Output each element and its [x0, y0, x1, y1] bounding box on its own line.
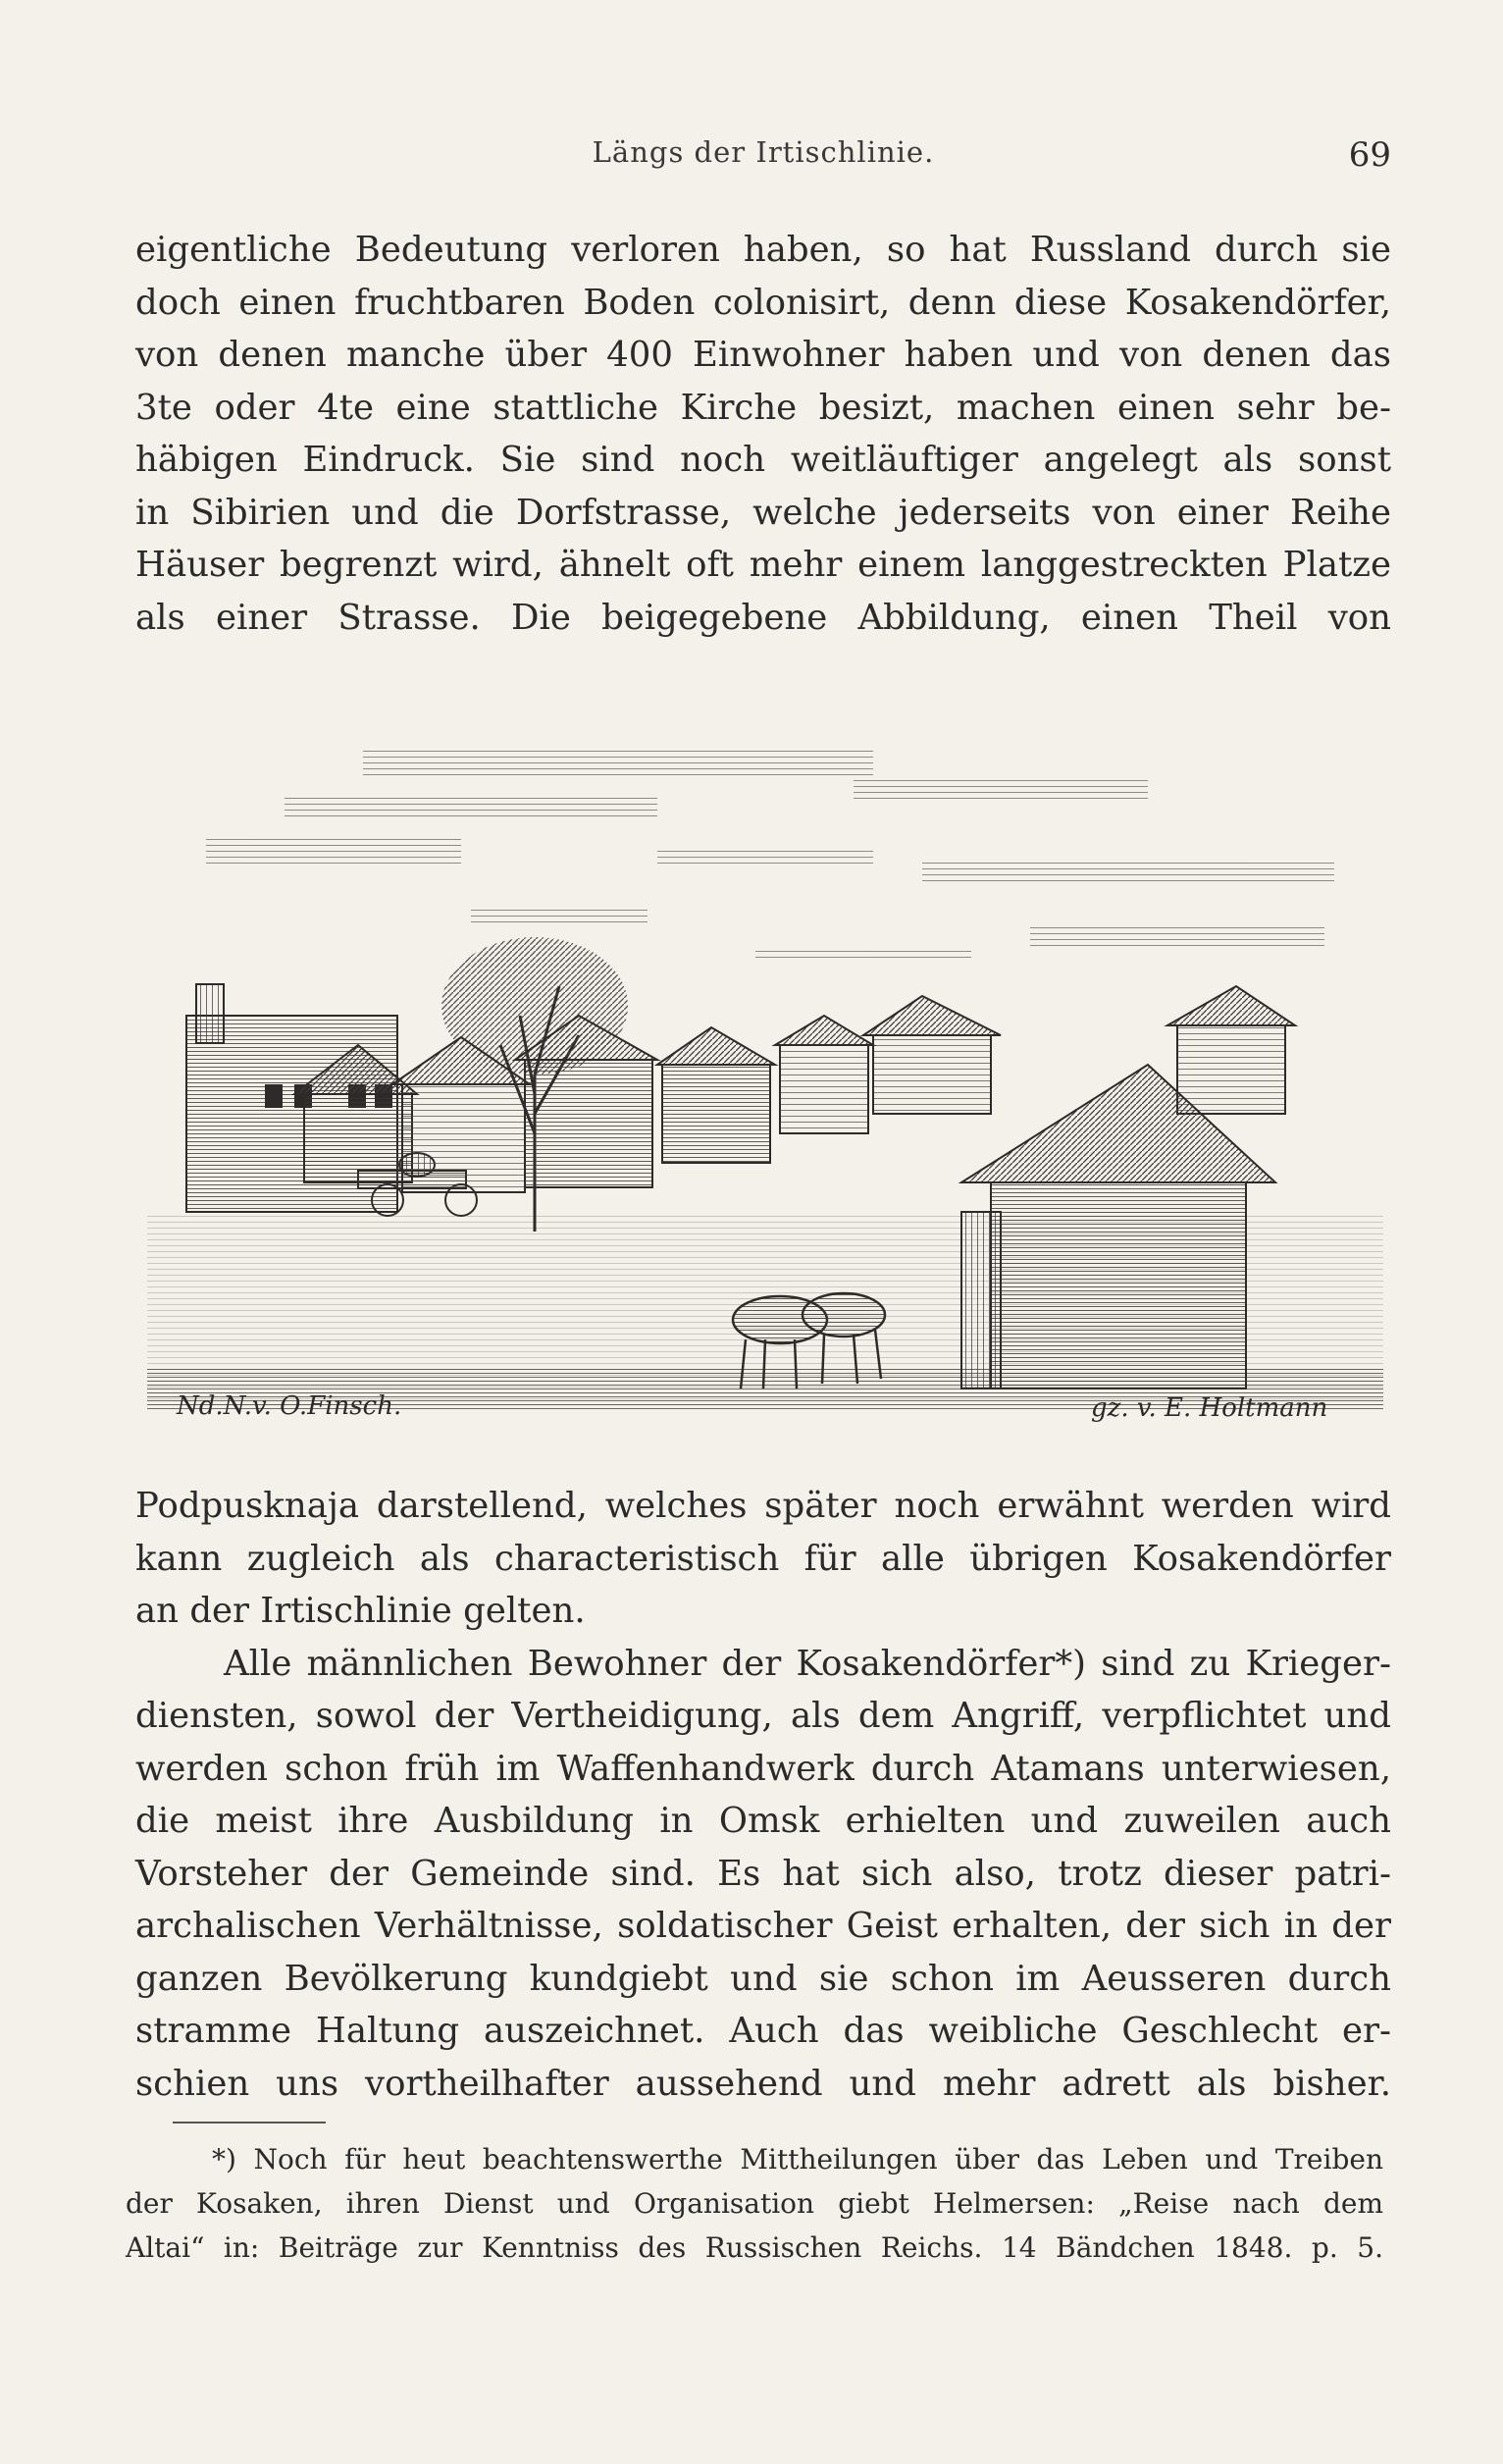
text-line: diensten, sowol der Vertheidigung, als dem Angriff, verpflichtet und — [135, 1696, 1391, 1736]
text-line: in Sibirien und die Dorfstrasse, welche jederseits von einer Reihe — [135, 492, 1391, 533]
text-line: Alle männlichen Bewohner der Kosakendörfer*) sind zu Krieger- — [224, 1643, 1391, 1684]
engraver-signature-left: Nd.N.v. O.Finsch. — [177, 1391, 402, 1421]
text-line: stramme Haltung auszeichnet. Auch das weibliche Geschlecht er- — [135, 2011, 1391, 2051]
text-line: ganzen Bevölkerung kundgiebt und sie schon im Aeusseren durch — [135, 1958, 1391, 1999]
footnote-line: Altai“ in: Beiträge zur Kenntniss des Russischen Reichs. 14 Bändchen 1848. p. 5. — [126, 2231, 1383, 2264]
village-engraving — [147, 721, 1383, 1438]
text-line: als einer Strasse. Die beigegebene Abbildung, einen Theil von — [135, 597, 1391, 638]
footnote — [126, 2137, 1383, 2270]
text-line: archalischen Verhältnisse, soldatischer Geist erhalten, der sich in der — [135, 1906, 1391, 1946]
text-line: Vorsteher der Gemeinde sind. Es hat sich also, trotz dieser patri- — [135, 1853, 1391, 1894]
text-line: die meist ihre Ausbildung in Omsk erhielten und zuweilen auch — [135, 1801, 1391, 1841]
text-line: Podpusknaja darstellend, welches später noch erwähnt werden wird — [135, 1486, 1391, 1526]
text-line: an der Irtischlinie gelten. — [135, 1591, 586, 1631]
text-line: von denen manche über 400 Einwohner haben und von denen das — [135, 335, 1391, 375]
body-text-top — [135, 224, 1391, 644]
page-header — [135, 135, 1391, 184]
text-line: doch einen fruchtbaren Boden colonisirt, denn diese Kosakendörfer, — [135, 282, 1391, 323]
footnote-rule — [173, 2122, 326, 2123]
engraver-signature-right: gz. v. E. Holtmann — [1091, 1393, 1328, 1423]
page-number: 69 — [1348, 135, 1391, 175]
text-line: häbigen Eindruck. Sie sind noch weitläuftiger angelegt als sonst — [135, 440, 1391, 480]
footnote-line: *) Noch für heut beachtenswerthe Mittheilungen über das Leben und Treiben — [212, 2143, 1383, 2176]
text-line: kann zugleich als characteristisch für alle übrigen Kosakendörfer — [135, 1538, 1391, 1579]
running-title: Längs der Irtischlinie. — [592, 135, 935, 169]
text-line: schien uns vortheilhafter aussehend und mehr adrett als bisher. — [135, 2063, 1391, 2104]
text-line: eigentliche Bedeutung verloren haben, so hat Russland durch sie — [135, 230, 1391, 270]
footnote-line: der Kosaken, ihren Dienst und Organisation giebt Helmersen: „Reise nach dem — [126, 2187, 1383, 2220]
text-line: werden schon früh im Waffenhandwerk durch Atamans unterwiesen, — [135, 1748, 1391, 1789]
body-text-bottom — [135, 1480, 1391, 2110]
text-line: Häuser begrenzt wird, ähnelt oft mehr einem langgestreckten Platze — [135, 545, 1391, 585]
sky-clouds — [206, 751, 1334, 961]
text-line: 3te oder 4te eine stattliche Kirche besizt, machen einen sehr be- — [135, 387, 1391, 428]
